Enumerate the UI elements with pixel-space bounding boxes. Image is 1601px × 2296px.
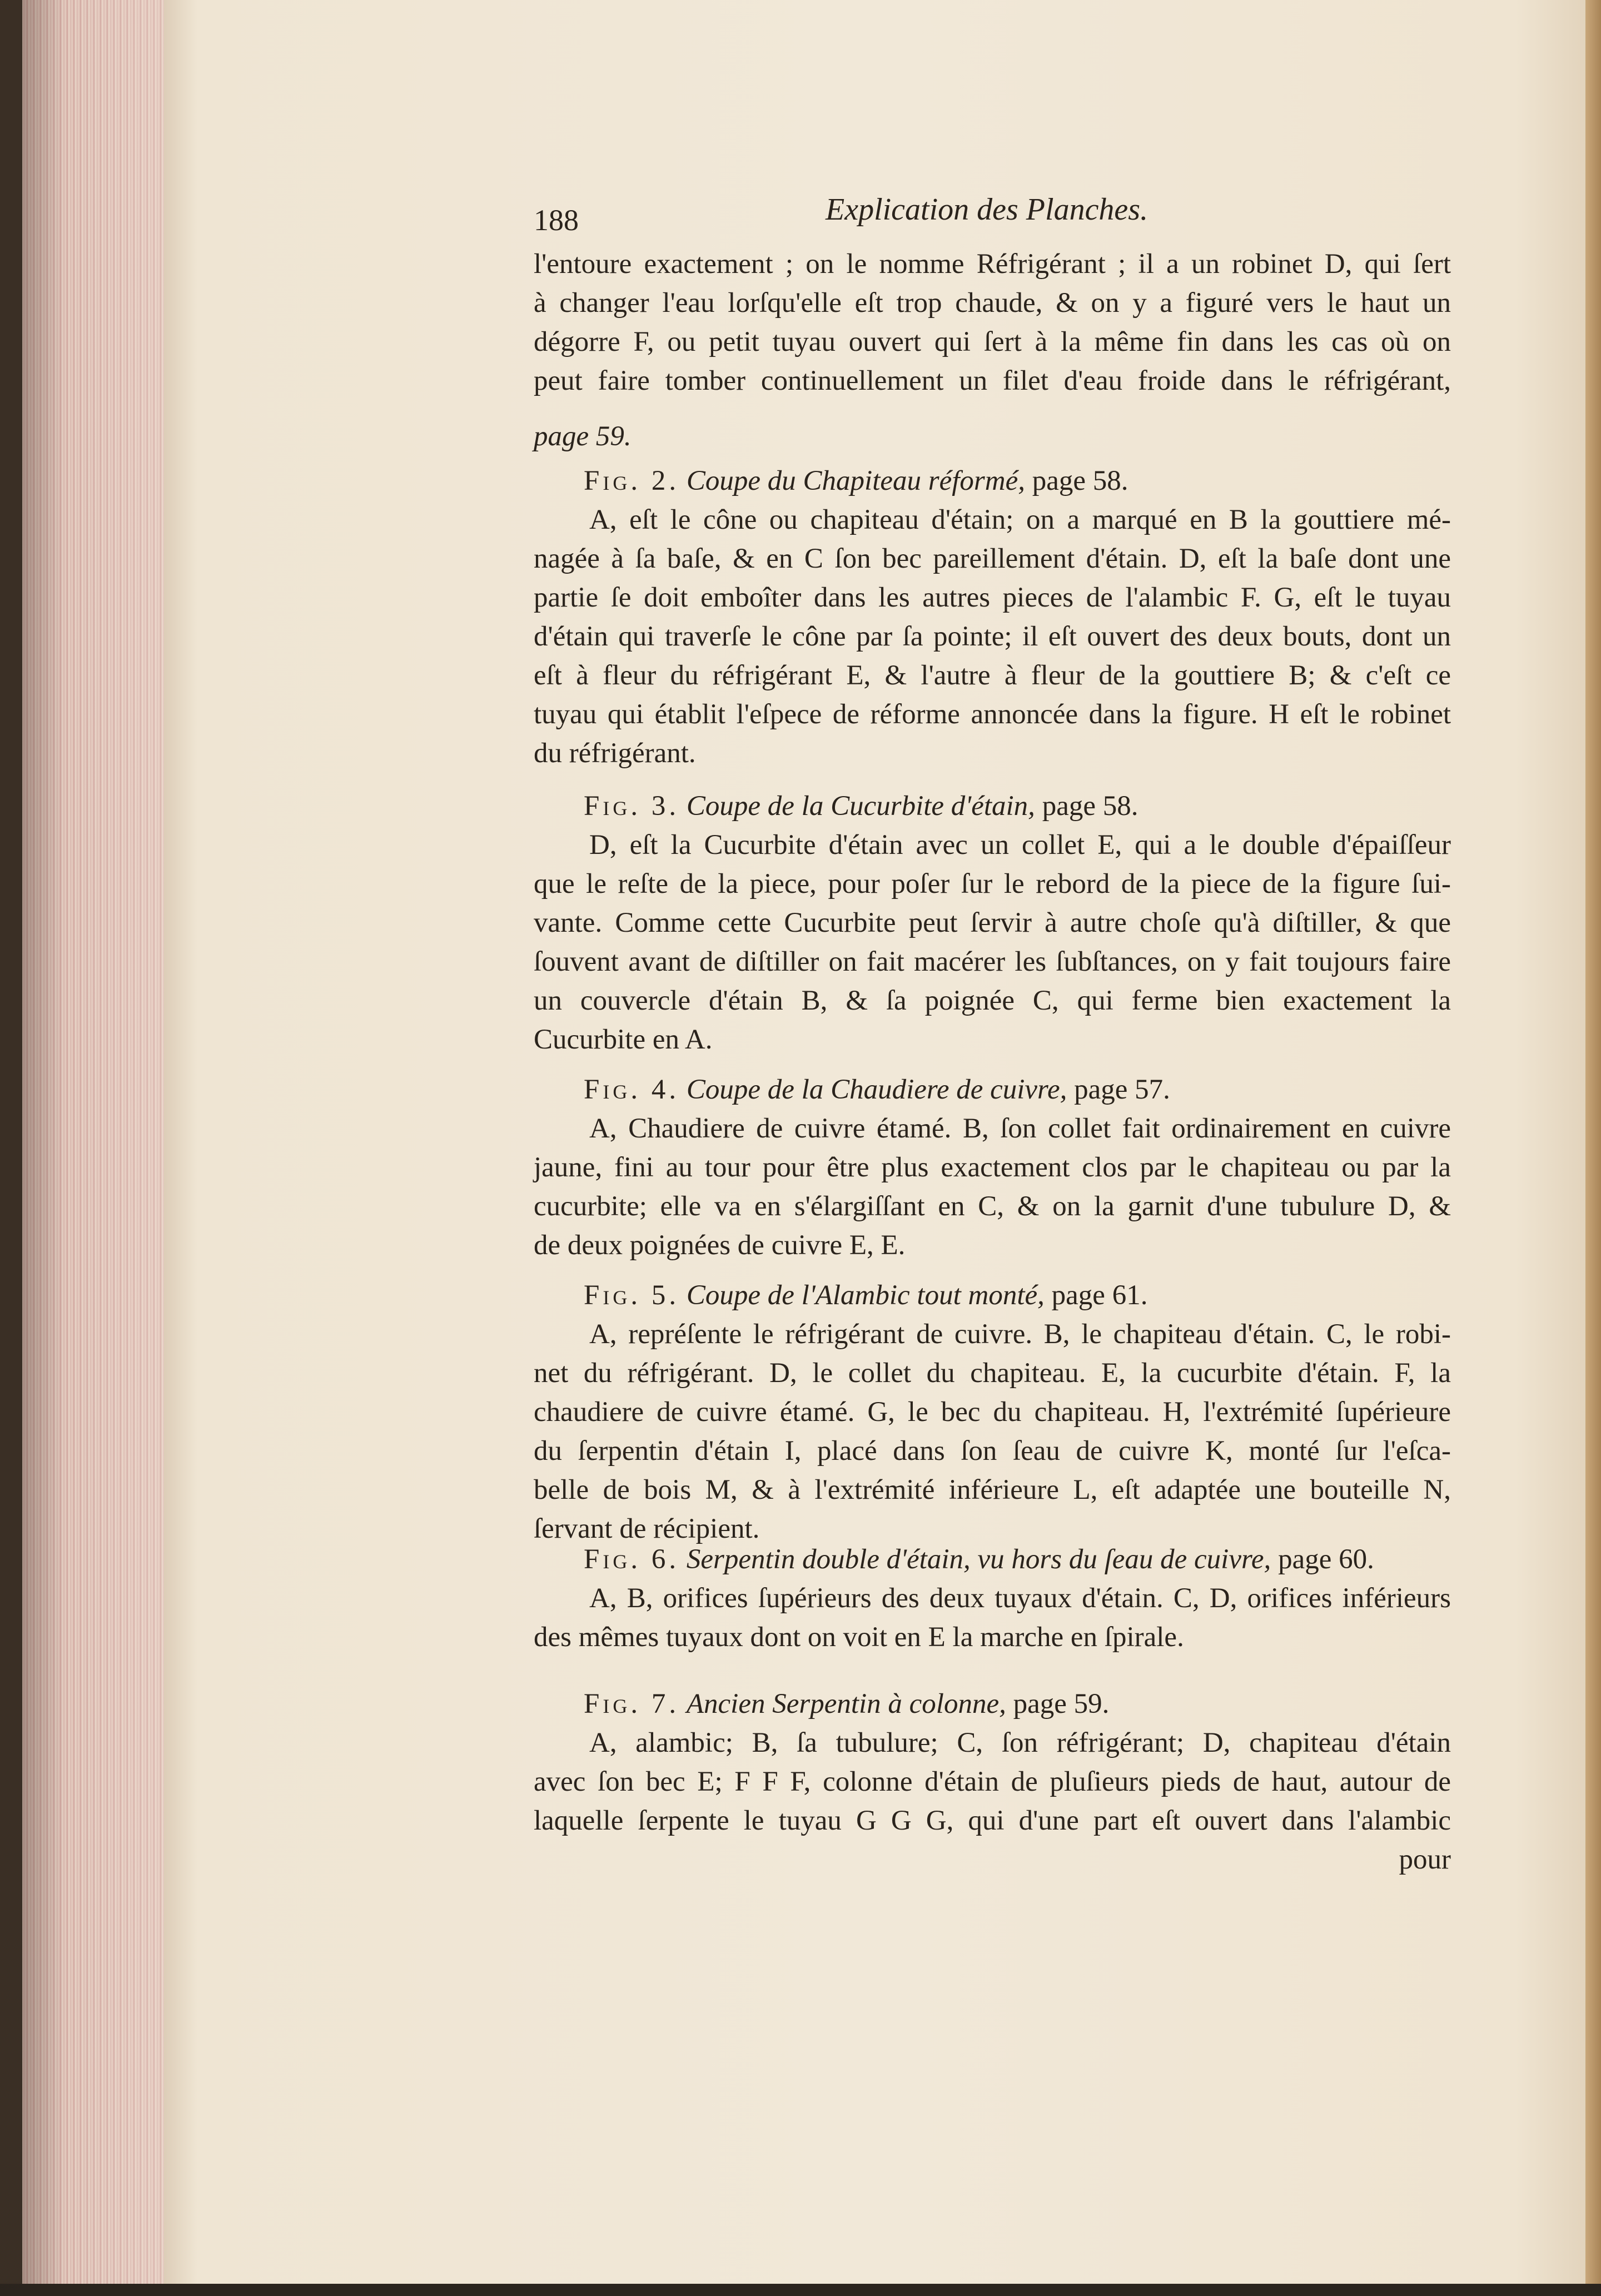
figure-page: page 57. bbox=[1074, 1074, 1170, 1105]
text-line: peut faire tomber continuellement un filet d'eau froide dans le réfrigérant, bbox=[534, 365, 1451, 396]
figure-5-entry bbox=[534, 1276, 1451, 1548]
text-line: net du réfrigérant. D, le collet du chapiteau. E, la cucurbite d'étain. F, la bbox=[534, 1358, 1451, 1389]
text-line: A, alambic; B, ſa tubulure; C, ſon réfrigérant; D, chapiteau d'étain bbox=[589, 1727, 1451, 1758]
text-line: A, eſt le cône ou chapiteau d'étain; on a marqué en B la gouttiere mé- bbox=[589, 504, 1451, 535]
figure-title: Coupe de la Cucurbite d'étain, bbox=[686, 791, 1035, 822]
figure-title: Serpentin double d'étain, vu hors du ſeau de cuivre, bbox=[686, 1544, 1271, 1575]
figure-label: Fig. 4. bbox=[584, 1074, 680, 1105]
book-cover-edge bbox=[1585, 0, 1601, 2296]
figure-label: Fig. 7. bbox=[584, 1688, 680, 1719]
text-line: tuyau qui établit l'eſpece de réforme annoncée dans la figure. H eſt le robinet bbox=[534, 699, 1451, 730]
figure-title: Coupe de la Chaudiere de cuivre, bbox=[686, 1074, 1067, 1105]
text-line: ſervant de récipient. bbox=[534, 1513, 760, 1544]
figure-label: Fig. 5. bbox=[584, 1280, 680, 1311]
text-line: partie ſe doit emboîter dans les autres pieces de l'alambic F. G, eſt le tuyau bbox=[534, 582, 1451, 613]
figure-heading bbox=[534, 1540, 1451, 1579]
figure-2-entry bbox=[534, 461, 1451, 773]
figure-label: Fig. 6. bbox=[584, 1544, 680, 1575]
text-line: jaune, fini au tour pour être plus exactement clos par le chapiteau ou par la bbox=[534, 1152, 1451, 1183]
figure-title: Coupe du Chapiteau réformé, bbox=[686, 465, 1025, 496]
text-line: des mêmes tuyaux dont on voit en E la marche en ſpirale. bbox=[534, 1622, 1184, 1653]
page-reference: page 59. bbox=[534, 421, 632, 452]
text-line: du réfrigérant. bbox=[534, 738, 696, 769]
text-line: laquelle ſerpente le tuyau G G G, qui d'une part eſt ouvert dans l'alambic bbox=[534, 1805, 1451, 1836]
text-line: de deux poignées de cuivre E, E. bbox=[534, 1230, 906, 1261]
text-line: que le reſte de la piece, pour poſer ſur le rebord de la piece de la figure ſui- bbox=[534, 868, 1451, 899]
text-line: D, eſt la Cucurbite d'étain avec un collet E, qui a le double d'épaiſſeur bbox=[589, 829, 1451, 861]
text-line: belle de bois M, & à l'extrémité inférieure L, eſt adaptée une bouteille N, bbox=[534, 1474, 1451, 1505]
text-line: A, Chaudiere de cuivre étamé. B, ſon collet fait ordinairement en cuivre bbox=[589, 1113, 1451, 1144]
text-line: A, repréſente le réfrigérant de cuivre. B, le chapiteau d'étain. C, le robi- bbox=[589, 1319, 1451, 1350]
figure-title: Ancien Serpentin à colonne, bbox=[686, 1688, 1006, 1719]
text-line: A, B, orifices ſupérieurs des deux tuyaux d'étain. C, D, orifices inférieurs bbox=[589, 1583, 1451, 1614]
figure-heading bbox=[534, 1684, 1451, 1723]
figure-page: page 58. bbox=[1032, 465, 1128, 496]
page-number: 188 bbox=[534, 203, 579, 237]
figure-page: page 59. bbox=[1013, 1688, 1110, 1719]
catchword: pour bbox=[1399, 1844, 1451, 1875]
text-line: cucurbite; elle va en s'élargiſſant en C, & on la garnit d'une tubulure D, & bbox=[534, 1191, 1451, 1222]
figure-heading bbox=[534, 461, 1451, 500]
figure-label: Fig. 2. bbox=[584, 465, 680, 496]
running-title: Explication des Planches. bbox=[826, 192, 1148, 227]
figure-7-entry bbox=[534, 1684, 1451, 1879]
text-line: dégorre F, ou petit tuyau ouvert qui ſert à la même fin dans les cas où on bbox=[534, 326, 1451, 357]
text-line: nagée à ſa baſe, & en C ſon bec pareillement d'étain. D, eſt la baſe dont une bbox=[534, 543, 1451, 574]
text-line: l'entoure exactement ; on le nomme Réfrigérant ; il a un robinet D, qui ſert bbox=[534, 249, 1451, 280]
text-line: vante. Comme cette Cucurbite peut ſervir à autre choſe qu'à diſtiller, & que bbox=[534, 907, 1451, 938]
figure-heading bbox=[534, 1276, 1451, 1315]
text-line: ſouvent avant de diſtiller on fait macérer les ſubſtances, on y fait toujours faire bbox=[534, 946, 1451, 977]
text-line: un couvercle d'étain B, & ſa poignée C, qui ferme bien exactement la bbox=[534, 985, 1451, 1016]
figure-6-entry bbox=[534, 1540, 1451, 1657]
text-line: avec ſon bec E; F F F, colonne d'étain de pluſieurs pieds de haut, autour de bbox=[534, 1766, 1451, 1797]
scan-background bbox=[0, 2284, 1601, 2296]
text-line: Cucurbite en A. bbox=[534, 1024, 713, 1055]
figure-title: Coupe de l'Alambic tout monté, bbox=[686, 1280, 1045, 1311]
text-line: eſt à fleur du réfrigérant E, & l'autre à fleur de la gouttiere B; & c'eſt ce bbox=[534, 660, 1451, 691]
figure-heading bbox=[534, 1070, 1451, 1109]
figure-label: Fig. 3. bbox=[584, 791, 680, 822]
figure-3-entry bbox=[534, 787, 1451, 1059]
text-line: du ſerpentin d'étain I, placé dans ſon ſeau de cuivre K, monté ſur l'eſca- bbox=[534, 1435, 1451, 1467]
figure-4-entry bbox=[534, 1070, 1451, 1265]
figure-page: page 60. bbox=[1278, 1544, 1374, 1575]
text-line: chaudiere de cuivre étamé. G, le bec du chapiteau. H, l'extrémité ſupérieure bbox=[534, 1397, 1451, 1428]
text-line: d'étain qui traverſe le cône par ſa pointe; il eſt ouvert des deux bouts, dont un bbox=[534, 621, 1451, 652]
figure-page: page 58. bbox=[1042, 791, 1138, 822]
book-page-edges bbox=[22, 0, 167, 2285]
figure-heading bbox=[534, 787, 1451, 826]
text-line: à changer l'eau lorſqu'elle eſt trop chaude, & on y a figuré vers le haut un bbox=[534, 287, 1451, 319]
running-header bbox=[534, 192, 1451, 237]
figure-page: page 61. bbox=[1051, 1280, 1148, 1311]
intro-paragraph bbox=[534, 245, 1451, 456]
